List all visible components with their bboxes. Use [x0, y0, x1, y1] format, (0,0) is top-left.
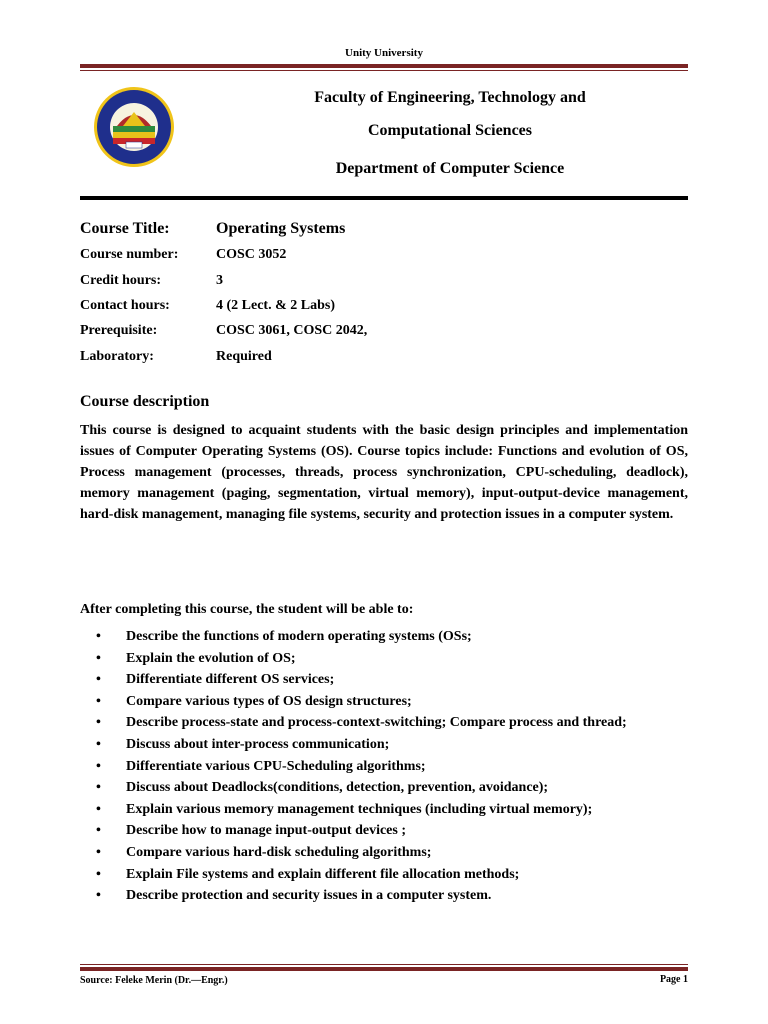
faculty-line1: Faculty of Engineering, Technology and [314, 89, 586, 106]
running-header: Unity University [345, 47, 423, 59]
list-item: • Differentiate different OS services; [96, 672, 335, 688]
outcomes-list [80, 629, 690, 910]
bullet-icon: • [96, 888, 101, 904]
list-item: • Describe how to manage input-output devices ; [96, 823, 406, 839]
bullet-icon: • [96, 693, 101, 709]
bullet-icon: • [96, 780, 101, 796]
credit-hours-value: 3 [216, 273, 223, 288]
course-number-label: Course number: [80, 247, 179, 262]
list-item: • Describe process-state and process-context-switching; Compare process and thread; [96, 715, 627, 731]
list-item: • Compare various types of OS design structures; [96, 693, 412, 709]
bullet-icon: • [96, 629, 101, 644]
header-rule-thin [80, 70, 688, 71]
list-item: • Explain File systems and explain different file allocation methods; [96, 866, 520, 882]
list-item: • Explain the evolution of OS; [96, 650, 296, 666]
bullet-icon: • [96, 823, 101, 839]
footer-rule-thin [80, 964, 688, 965]
bullet-icon: • [96, 672, 101, 688]
course-description-heading: Course description [80, 393, 210, 410]
bullet-icon: • [96, 715, 101, 731]
bullet-icon: • [96, 844, 101, 860]
list-item: • Discuss about Deadlocks(conditions, detection, prevention, avoidance); [96, 780, 549, 796]
course-description-text: This course is designed to acquaint students with the basic design principles and implementation issues of Computer Operating Systems (OS). Course topics include: Functions and evolution of OS, Process management (processes, threads, process synchronization, CPU-scheduling, deadlock), memory management (paging, segmentation, virtual memory), input-output-device management, hard-disk management, managing file systems, security and protection issues in a computer system. [80, 423, 688, 522]
list-item: • Describe the functions of modern operating systems (OSs; [96, 629, 472, 644]
list-item: • Compare various hard-disk scheduling algorithms; [96, 844, 432, 860]
laboratory-label: Laboratory: [80, 349, 154, 364]
page-number: Page 1 [659, 974, 688, 985]
faculty-line2: Computational Sciences [368, 122, 532, 139]
footer-source: Source: Feleke Merin (Dr.—Engr.) [80, 975, 228, 986]
list-item: • Explain various memory management techniques (including virtual memory); [96, 801, 593, 817]
department-name: Department of Computer Science [335, 160, 565, 177]
bullet-icon: • [96, 650, 101, 666]
contact-hours-label: Contact hours: [80, 298, 170, 313]
heading-rule [80, 196, 688, 200]
list-item: • Differentiate various CPU-Scheduling algorithms; [96, 758, 426, 774]
contact-hours-value: 4 (2 Lect. & 2 Labs) [216, 298, 335, 313]
bullet-icon: • [96, 801, 101, 817]
outcomes-intro: After completing this course, the student will be able to: [80, 602, 414, 617]
university-logo [93, 86, 175, 168]
footer-rule [80, 967, 688, 971]
credit-hours-label: Credit hours: [80, 273, 162, 288]
list-item: • Discuss about inter-process communication; [96, 736, 390, 752]
bullet-icon: • [96, 758, 101, 774]
header-rule [80, 64, 688, 68]
prerequisite-value: COSC 3061, COSC 2042, [216, 323, 368, 338]
prerequisite-label: Prerequisite: [80, 323, 158, 338]
bullet-icon: • [96, 866, 101, 882]
course-title-label: Course Title: [80, 220, 170, 237]
bullet-icon: • [96, 736, 101, 752]
course-number-value: COSC 3052 [216, 247, 287, 262]
list-item: • Describe protection and security issues in a computer system. [96, 888, 492, 904]
course-title-value: Operating Systems [216, 220, 346, 237]
laboratory-value: Required [216, 349, 272, 364]
